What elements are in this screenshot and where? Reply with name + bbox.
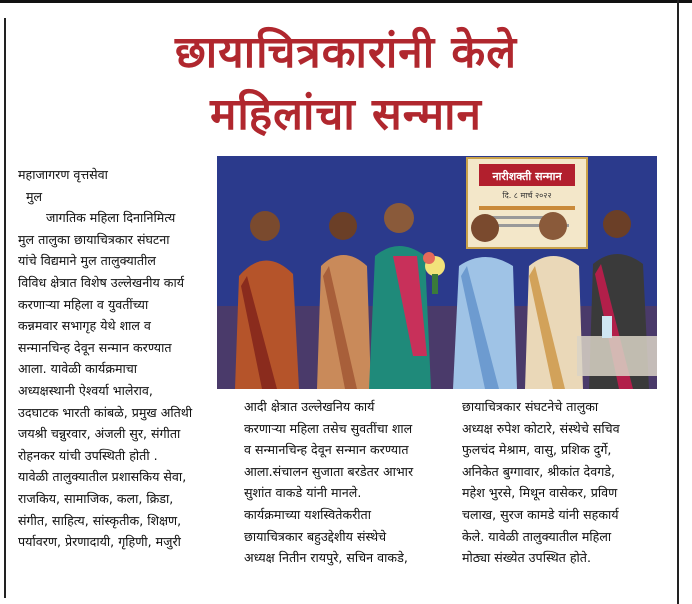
col1-line-8: आला. यावेळी कार्यक्रमाचा [18, 361, 138, 377]
col3-line-7: केले. यावेळी तालुक्यातील महिला [462, 528, 612, 544]
col1-line-13: यावेळी तालुक्यातील प्रशासकिय सेवा, [18, 469, 187, 485]
col3-line-4: अनिकेत बुग्गावार, श्रीकांत देवगडे, [462, 463, 616, 479]
headline [40, 22, 652, 146]
col1-line-14: राजकिय, सामाजिक, कला, क्रिडा, [18, 490, 174, 506]
col1-line-1: जागतिक महिला दिनानिमित्य [46, 210, 176, 226]
col2-line-6: कार्यक्रमाच्या यशस्वितेकरीता [244, 506, 371, 522]
col3-line-6: चलाख, सुरज कामडे यांनी सहकार्य [462, 506, 619, 522]
col2-line-3: व सन्मानचिन्ह देवून सन्मान करण्यात [244, 442, 409, 458]
col1-line-6: कन्नमवार सभागृह येथे शाल व [18, 318, 151, 334]
left-column-rule [4, 18, 6, 598]
article-column-2 [244, 396, 444, 569]
col1-line-12: रोहनकर यांची उपस्थिती होती . [18, 447, 158, 463]
col1-line-4: विविध क्षेत्रात विशेष उल्लेखनीय कार्य [18, 274, 185, 290]
col2-line-8: अध्यक्ष नितीन रायपुरे, सचिन वाकडे, [244, 550, 408, 566]
headline-line-2: महिलांचा सन्मान [210, 89, 482, 140]
col1-line-2: मुल तालुका छायाचित्रकार संघटना [18, 231, 170, 247]
col3-line-2: अध्यक्ष रुपेश कोटारे, संस्थेचे सचिव [462, 420, 620, 436]
col1-line-15: संगीत, साहित्य, सांस्कृतीक, शिक्षण, [18, 512, 182, 528]
event-photo [217, 156, 657, 389]
col3-line-1: छायाचित्रकार संघटनेचे तालुका [462, 399, 599, 414]
col2-line-7: छायाचित्रकार बहुउद्देशीय संस्थेचे [244, 528, 387, 544]
banner-date: दि. ८ मार्च २०२२ [502, 191, 552, 200]
banner-title: नारीशक्ती सन्मान [492, 170, 562, 183]
col3-line-3: फुलचंद मेश्राम, वासु, प्रशिक दुर्गे, [462, 442, 612, 458]
col2-line-1: आदी क्षेत्रात उल्लेखनिय कार्य [244, 399, 375, 414]
headline-line-1: छायाचित्रकारांनी केले [174, 27, 518, 78]
col2-line-5: सुशांत वाकडे यांनी मानले. [244, 485, 362, 501]
col2-line-2: करणाऱ्या महिला तसेच सुवतींचा शाल [244, 420, 413, 436]
byline-place: मुल [26, 188, 43, 204]
col1-line-10: उदघाटक भारती कांबळे, प्रमुख अतिथी [18, 404, 193, 420]
col2-line-4: आला.संचालन सुजाता बरडेतर आभार [244, 463, 414, 479]
event-photo-illustration [217, 156, 657, 389]
article-column-1 [18, 164, 216, 553]
col1-line-5: करणाऱ्या महिला व युवतींच्या [18, 296, 149, 312]
col1-line-16: पर्यावरण, प्रेरणादायी, गृहिणी, मजुरी [18, 534, 181, 550]
col1-line-9: अध्यक्षस्थानी ऐश्वर्या भालेराव, [18, 382, 153, 398]
col3-line-8: मोठ्या संख्येत उपस्थित होते. [462, 550, 591, 566]
top-rule [0, 0, 692, 3]
byline-agency: महाजागरण वृत्तसेवा [18, 167, 108, 182]
col3-line-5: महेश भुरसे, मिथून वासेकर, प्रविण [462, 485, 618, 501]
col1-line-3: यांचे विद्यमाने मुल तालुक्यातील [18, 253, 156, 269]
col1-line-11: जयश्री चन्नुरवार, अंजली सुर, संगीता [18, 426, 181, 442]
article-column-3 [462, 396, 662, 569]
right-column-rule [677, 0, 679, 604]
col1-line-7: सन्मानचिन्ह देवून सन्मान करण्यात [18, 339, 172, 355]
